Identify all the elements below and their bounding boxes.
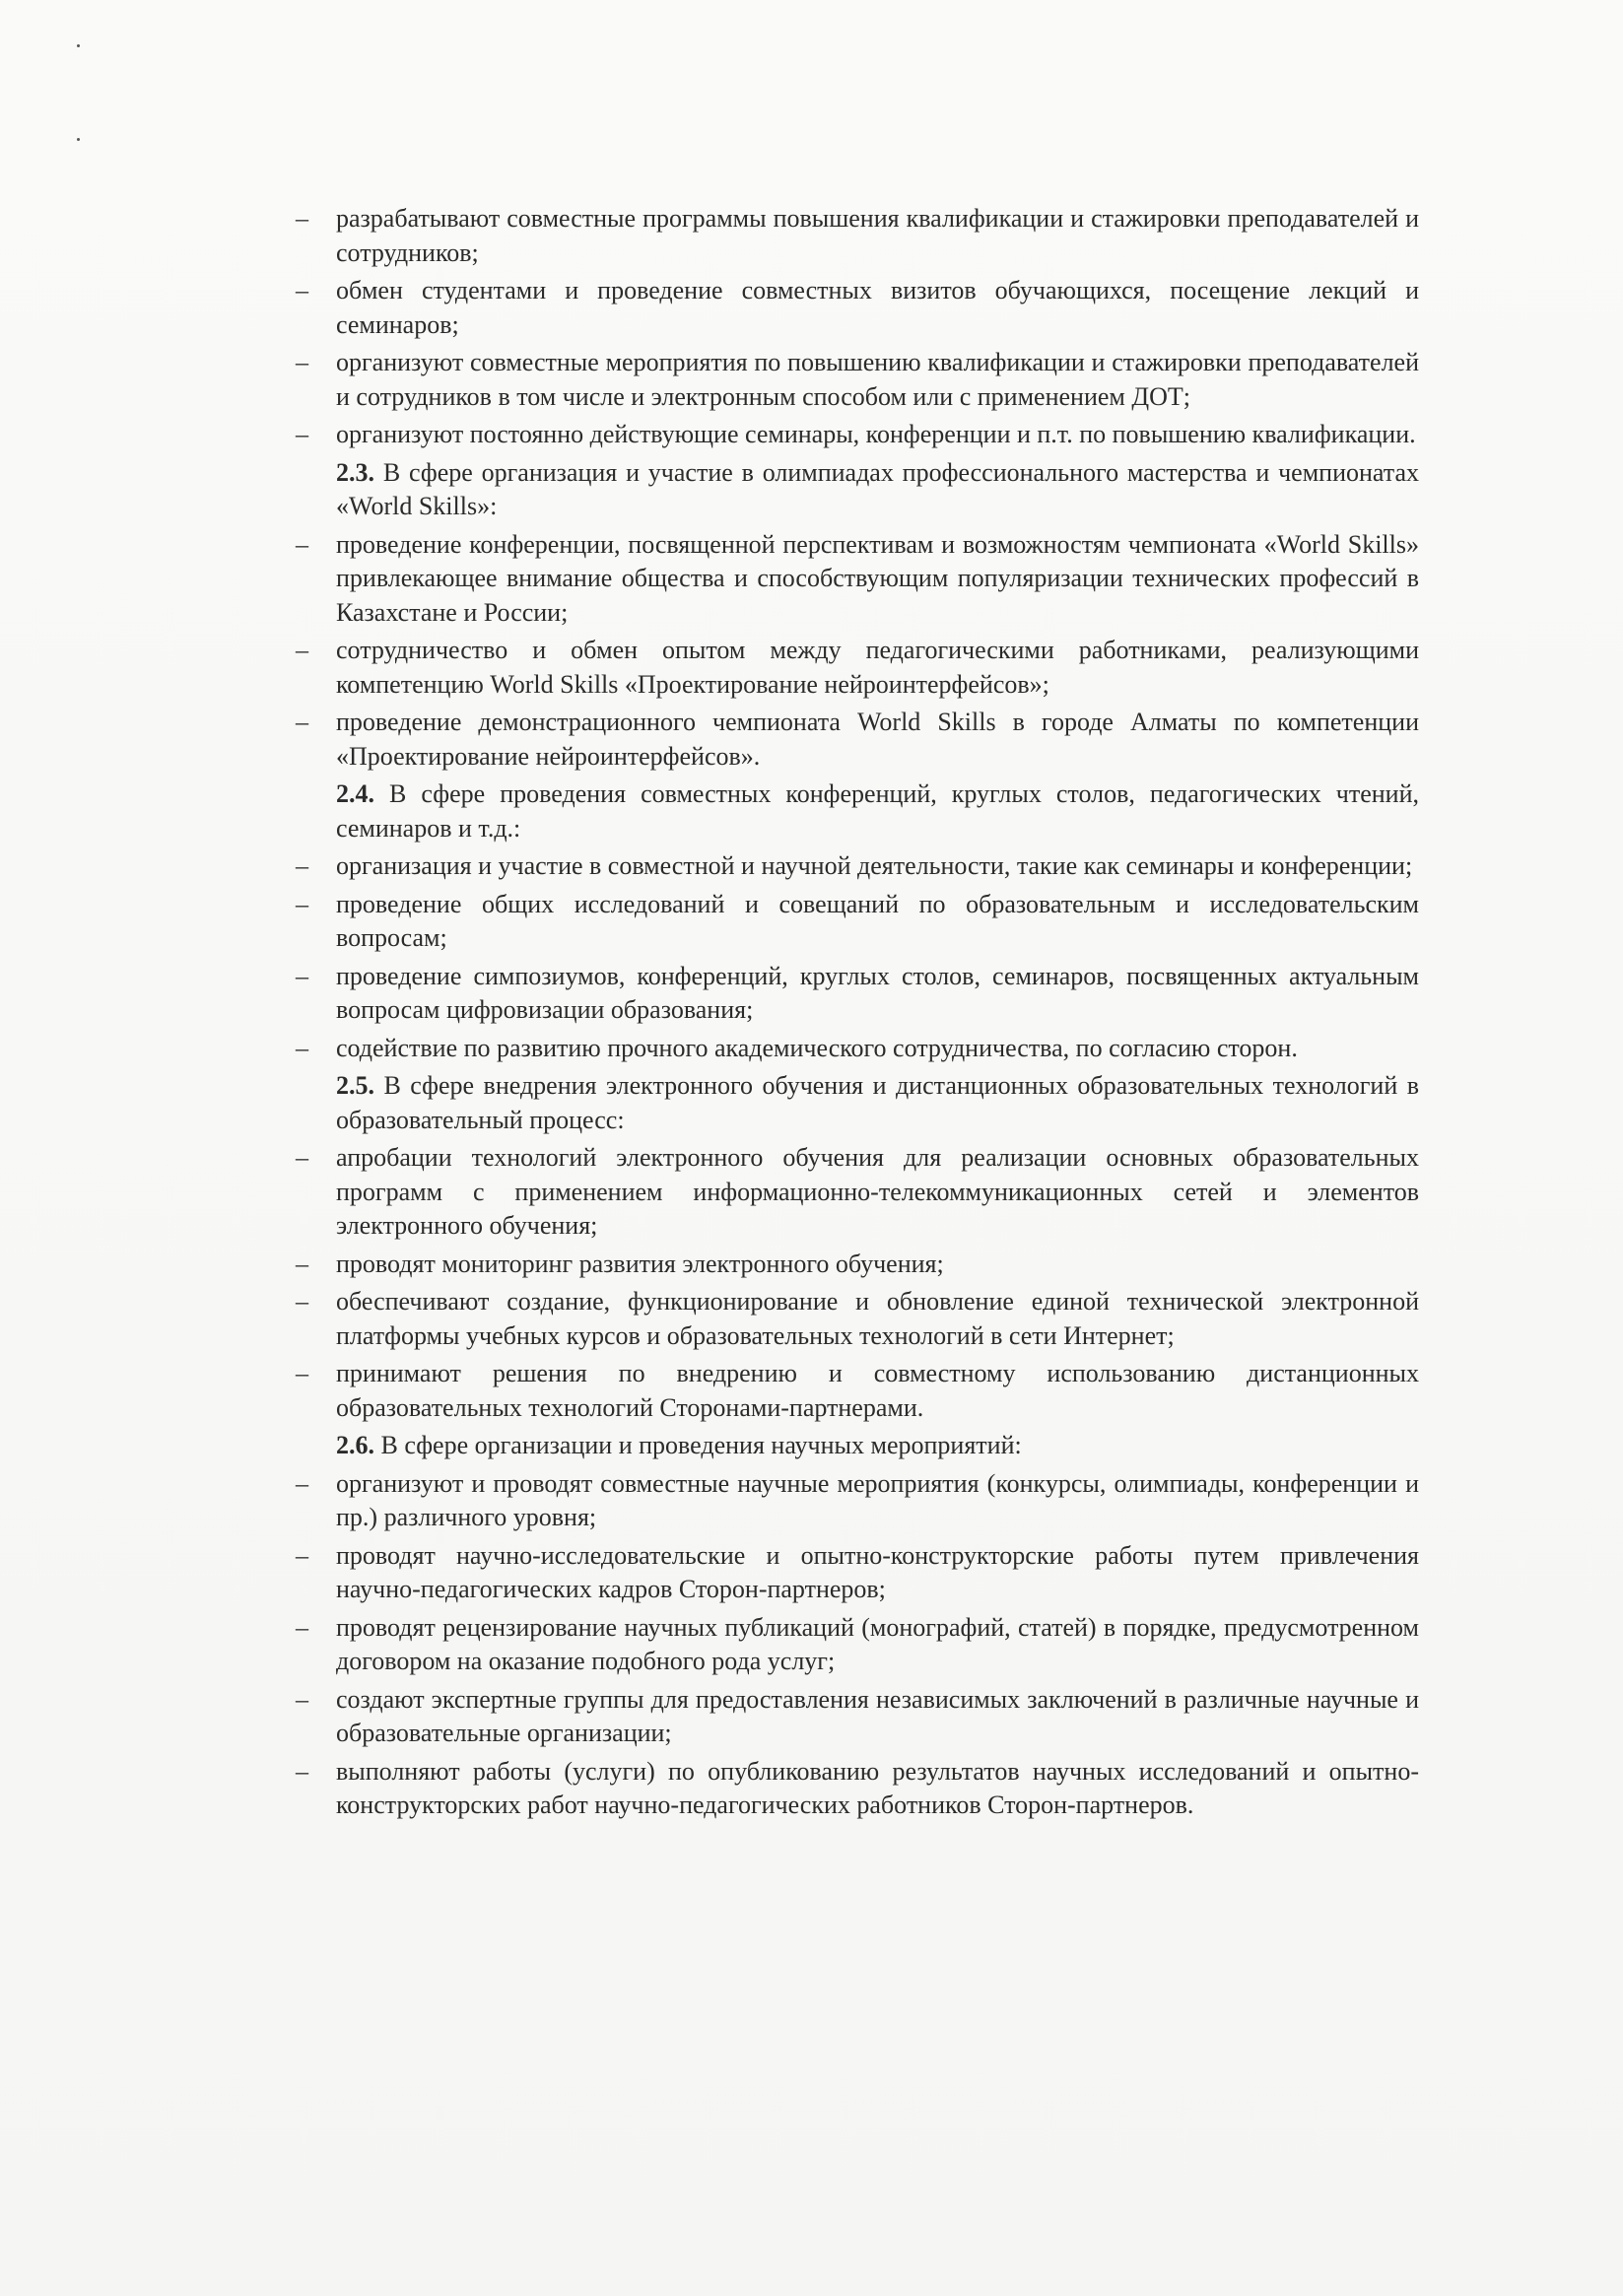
dash-bullet: – <box>296 1143 308 1172</box>
section-text: В сфере организации и проведения научных мероприятий: <box>374 1431 1022 1459</box>
list-item-text: организуют постоянно действующие семинары, конференции и п.т. по повышению квалификации. <box>336 420 1416 448</box>
list-item-text: создают экспертные группы для предоставления независимых заключений в различные научные и образовательные организации; <box>336 1684 1419 1747</box>
list-item-text: организуют и проводят совместные научные мероприятия (конкурсы, олимпиады, конференции и пр.) различного уровня; <box>336 1468 1419 1531</box>
list-qualification <box>296 202 1419 452</box>
dash-bullet: – <box>296 204 308 233</box>
list-item <box>296 1683 1419 1751</box>
list-item-text: проведение общих исследований и совещаний по образовательным и исследовательским вопросам; <box>336 889 1419 952</box>
section-text: В сфере организация и участие в олимпиадах профессионального мастерства и чемпионатах «World Skills»: <box>336 457 1419 520</box>
section-2-6-heading <box>296 1429 1419 1463</box>
dash-bullet: – <box>296 1540 308 1570</box>
list-item-text: проведение демонстрационного чемпионата World Skills в городе Алматы по компетенции «Проектирование нейроинтерфейсов». <box>336 708 1419 771</box>
list-item <box>296 202 1419 270</box>
dash-bullet: – <box>296 708 308 736</box>
list-item-text: проводят мониторинг развития электронного обучения; <box>336 1249 944 1278</box>
dash-bullet: – <box>296 1612 308 1642</box>
scan-speck <box>77 44 80 47</box>
list-item <box>296 1467 1419 1535</box>
list-item <box>296 706 1419 774</box>
dash-bullet: – <box>296 420 308 448</box>
section-text: В сфере внедрения электронного обучения и дистанционных образовательных технологий в образовательный процесс: <box>336 1071 1419 1134</box>
list-item <box>296 1357 1419 1425</box>
list-item <box>296 1755 1419 1823</box>
list-item <box>296 1285 1419 1353</box>
list-item <box>296 1539 1419 1607</box>
list-item <box>296 346 1419 414</box>
list-item <box>296 1141 1419 1244</box>
section-2-4-heading <box>296 777 1419 845</box>
list-item <box>296 634 1419 702</box>
list-item-text: обмен студентами и проведение совместных визитов обучающихся, посещение лекций и семинаров; <box>336 276 1419 339</box>
list-item-text: проведение симпозиумов, конференций, круглых столов, семинаров, посвященных актуальным вопросам цифровизации образования; <box>336 961 1419 1024</box>
dash-bullet: – <box>296 1287 308 1316</box>
list-item-text: обеспечивают создание, функционирование и обновление единой технической электронной платформы учебных курсов и образовательных технологий в сети Интернет; <box>336 1287 1419 1350</box>
list-conferences <box>296 849 1419 1065</box>
list-item-text: выполняют работы (услуги) по опубликованию результатов научных исследований и опытно-конструкторских работ научно-педагогических работников Сторон-партнеров. <box>336 1756 1419 1819</box>
list-world-skills <box>296 528 1419 775</box>
list-item-text: проводят научно-исследовательские и опытно-конструкторские работы путем привлечения научно-педагогических кадров Сторон-партнеров; <box>336 1540 1419 1603</box>
list-item-text: принимают решения по внедрению и совместному использованию дистанционных образовательных технологий Сторонами-партнерами. <box>336 1359 1419 1422</box>
dash-bullet: – <box>296 1033 308 1062</box>
list-item-text: разрабатывают совместные программы повышения квалификации и стажировки преподавателей и сотрудников; <box>336 204 1419 267</box>
dash-bullet: – <box>296 529 308 559</box>
section-number: 2.5. <box>336 1071 374 1100</box>
dash-bullet: – <box>296 1468 308 1498</box>
section-2-5-heading <box>296 1069 1419 1137</box>
list-item <box>296 1248 1419 1282</box>
dash-bullet: – <box>296 1684 308 1714</box>
list-e-learning <box>296 1141 1419 1425</box>
dash-bullet: – <box>296 1756 308 1786</box>
list-item-text: содействие по развитию прочного академического сотрудничества, по согласию сторон. <box>336 1033 1298 1062</box>
document-body <box>296 202 1419 1827</box>
list-item <box>296 960 1419 1028</box>
dash-bullet: – <box>296 889 308 918</box>
dash-bullet: – <box>296 276 308 304</box>
list-item-text: проведение конференции, посвященной перспективам и возможностям чемпионата «World Skills» привлекающее внимание общества и способствующим популяризации технических профессий в Казахстане и России; <box>336 529 1419 627</box>
dash-bullet: – <box>296 348 308 376</box>
scan-speck <box>77 138 80 141</box>
section-number: 2.3. <box>336 457 374 487</box>
list-item-text: организация и участие в совместной и научной деятельности, такие как семинары и конференции; <box>336 851 1413 880</box>
list-item <box>296 274 1419 342</box>
list-item <box>296 418 1419 452</box>
dash-bullet: – <box>296 1359 308 1387</box>
list-item <box>296 528 1419 631</box>
list-item <box>296 1611 1419 1679</box>
list-item-text: организуют совместные мероприятия по повышению квалификации и стажировки преподавателей и сотрудников в том числе и электронным способом или с применением ДОТ; <box>336 348 1419 411</box>
dash-bullet: – <box>296 851 308 880</box>
dash-bullet: – <box>296 961 308 990</box>
list-scientific-events <box>296 1467 1419 1823</box>
list-item <box>296 888 1419 956</box>
section-2-3-heading <box>296 456 1419 524</box>
dash-bullet: – <box>296 1249 308 1278</box>
list-item-text: апробации технологий электронного обучения для реализации основных образовательных программ с применением информационно-телекоммуникационных сетей и элементов электронного обучения; <box>336 1143 1419 1240</box>
list-item-text: проводят рецензирование научных публикаций (монографий, статей) в порядке, предусмотренном договором на оказание подобного рода услуг; <box>336 1612 1419 1675</box>
section-number: 2.4. <box>336 779 374 808</box>
list-item <box>296 1032 1419 1066</box>
section-number: 2.6. <box>336 1431 374 1459</box>
list-item <box>296 849 1419 884</box>
section-text: В сфере проведения совместных конференций, круглых столов, педагогических чтений, семинаров и т.д.: <box>336 779 1419 843</box>
dash-bullet: – <box>296 636 308 664</box>
list-item-text: сотрудничество и обмен опытом между педагогическими работниками, реализующими компетенцию World Skills «Проектирование нейроинтерфейсов»; <box>336 636 1419 699</box>
